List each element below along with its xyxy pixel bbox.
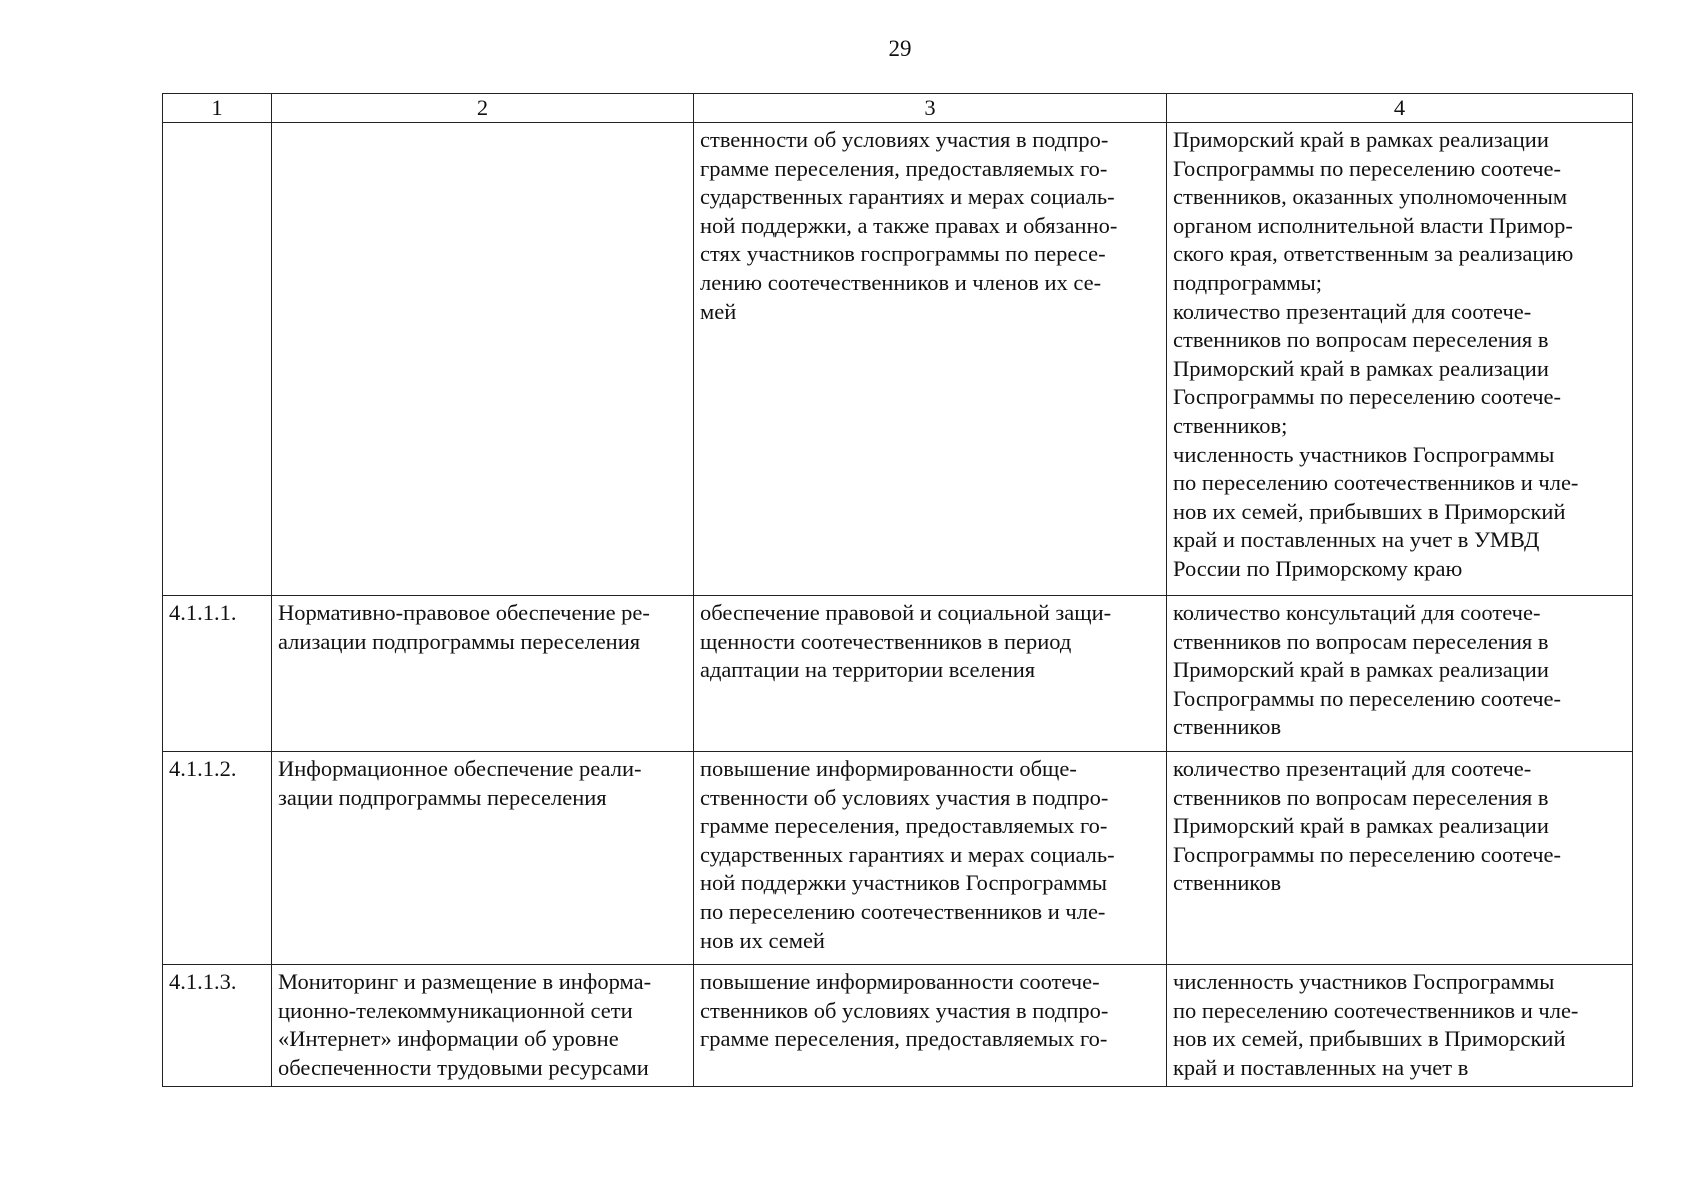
page-number: 29 — [888, 36, 912, 61]
table-header-row — [163, 94, 1633, 123]
indicator-cell: количество консультаций для соотече- ственников по вопросам переселения в Приморский край в рамках реализации Госпрограммы по переселению соотече- ственников — [1167, 596, 1633, 752]
header-cell-1: 1 — [163, 94, 272, 123]
table-row — [163, 123, 1633, 596]
expected-result-cell: повышение информированности соотече- ственников об условиях участия в подпро- грамме переселения, предоставляемых го- — [694, 965, 1167, 1087]
expected-result-cell: обеспечение правовой и социальной защи- щенности соотечественников в период адаптации на территории вселения — [694, 596, 1167, 752]
indicator-cell: численность участников Госпрограммы по переселению соотечественников и чле- нов их семей, прибывших в Приморский край и поставленных на учет в — [1167, 965, 1633, 1087]
expected-result-cell: ственности об условиях участия в подпро- грамме переселения, предоставляемых го- сударственных гарантиях и мерах социаль- ной поддержки, а также правах и обязанно- стях участников госпрограммы по пересе- лению соотечественников и членов их се- мей — [694, 123, 1167, 596]
program-table — [162, 93, 1633, 1087]
row-number-cell: 4.1.1.2. — [163, 752, 272, 965]
expected-result-cell: повышение информированности обще- ственности об условиях участия в подпро- грамме переселения, предоставляемых го- сударственных гарантиях и мерах социаль- ной поддержки участников Госпрограммы по переселению соотечественников и чле- нов их семей — [694, 752, 1167, 965]
table-row — [163, 596, 1633, 752]
indicator-cell: Приморский край в рамках реализации Госпрограммы по переселению соотече- ственников, оказанных уполномоченным органом исполнительной власти Примор- ского края, ответственным за реализацию подпрограммы; количество презентаций для соотече- ственников по вопросам переселения в Приморский край в рамках реализации Госпрограммы по переселению соотече- ственников; численность участников Госпрограммы по переселению соотечественников и чле- нов их семей, прибывших в Приморский край и поставленных на учет в УМВД России по Приморскому краю — [1167, 123, 1633, 596]
indicator-cell: количество презентаций для соотече- ственников по вопросам переселения в Приморский край в рамках реализации Госпрограммы по переселению соотече- ственников — [1167, 752, 1633, 965]
header-cell-3: 3 — [694, 94, 1167, 123]
measure-name-cell — [272, 123, 694, 596]
header-cell-2: 2 — [272, 94, 694, 123]
table-row — [163, 752, 1633, 965]
row-number-cell — [163, 123, 272, 596]
measure-name-cell: Нормативно-правовое обеспечение ре- ализации подпрограммы переселения — [272, 596, 694, 752]
row-number-cell: 4.1.1.1. — [163, 596, 272, 752]
measure-name-cell: Мониторинг и размещение в информа- ционно-телекоммуникационной сети «Интернет» информации об уровне обеспеченности трудовыми ресурсами — [272, 965, 694, 1087]
measure-name-cell: Информационное обеспечение реали- зации подпрограммы переселения — [272, 752, 694, 965]
header-cell-4: 4 — [1167, 94, 1633, 123]
table-row — [163, 965, 1633, 1087]
row-number-cell: 4.1.1.3. — [163, 965, 272, 1087]
